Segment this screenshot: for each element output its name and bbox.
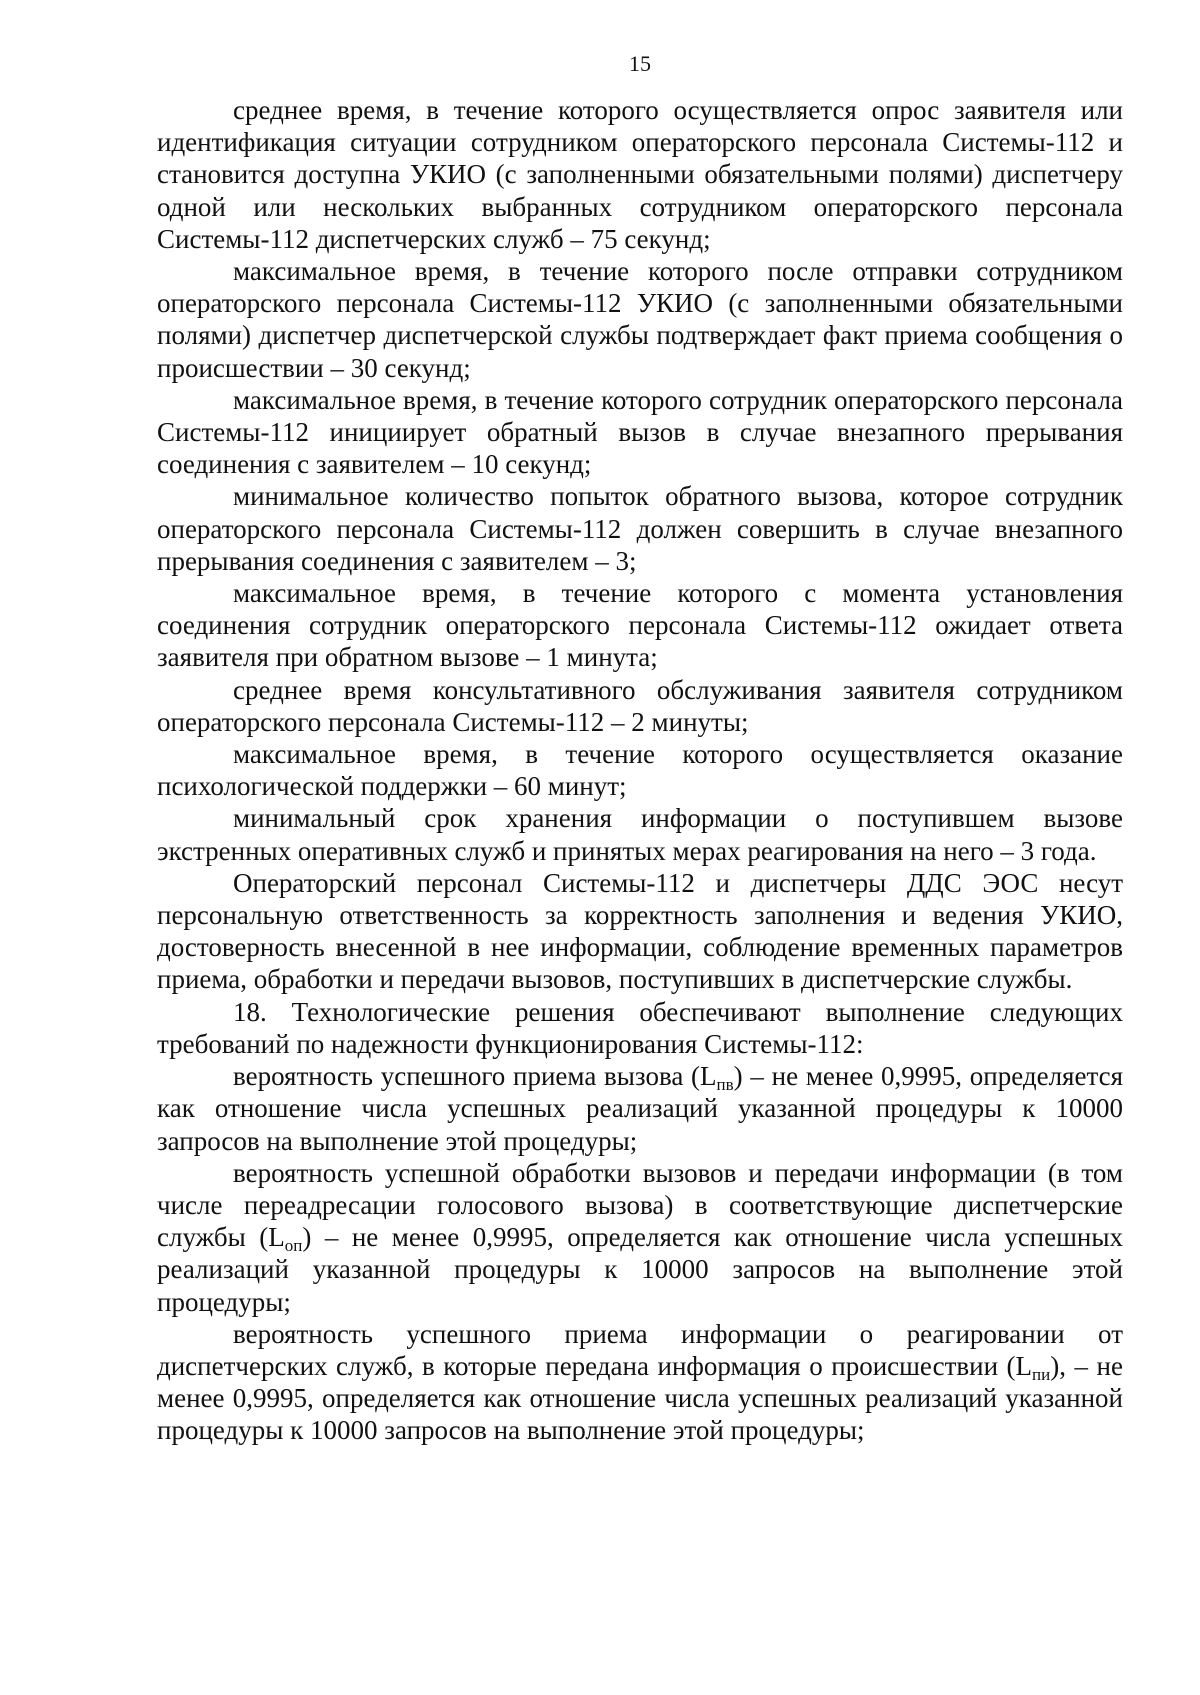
probability-subscript: пи: [1032, 1364, 1051, 1384]
paragraph-average-consultation-time: среднее время консультативного обслуживания заявителя сотрудником операторского персонала Системы-112 – 2 минуты;: [157, 674, 1123, 737]
paragraph-average-survey-time: среднее время, в течение которого осуществляется опрос заявителя или идентификация ситуации сотрудником операторского персонала Системы-112 и становится доступна УКИО (с заполненными обязательными полями) диспетчеру одной или нескольких выбранных сотрудником операторского персонала Системы-112 диспетчерских служб – 75 секунд;: [157, 95, 1123, 254]
paragraph-max-confirmation-time: максимальное время, в течение которого после отправки сотрудником операторского персонала Системы-112 УКИО (с заполненными обязательными полями) диспетчер диспетчерской службы подтверждает факт приема сообщения о происшествии – 30 секунд;: [157, 256, 1123, 383]
paragraph-max-callback-initiation-time: максимальное время, в течение которого сотрудник операторского персонала Системы-112 инициирует обратный вызов в случае внезапного прерывания соединения с заявителем – 10 секунд;: [157, 384, 1123, 480]
probability-text-end: ) – не менее 0,9995, определяется как отношение числа успешных реализаций указанной процедуры к 10000 запросов на выполнение этой процедуры;: [157, 1061, 1123, 1156]
paragraph-min-callback-attempts: минимальное количество попыток обратного вызова, которое сотрудник операторского персонала Системы-112 должен совершить в случае внезапного прерывания соединения с заявителем – 3;: [157, 481, 1123, 576]
paragraph-max-psychological-support-time: максимальное время, в течение которого осуществляется оказание психологической поддержки – 60 минут;: [157, 739, 1123, 802]
paragraph-personal-responsibility: Операторский персонал Системы-112 и диспетчеры ДДС ЭОС несут персональную ответственность за корректность заполнения и ведения УКИО, достоверность внесенной в нее информации, соблюдение временных параметров приема, обработки и передачи вызовов, поступивших в диспетчерские службы.: [157, 867, 1123, 995]
probability-text-end: ), – не менее 0,9995, определяется как отношение числа успешных реализаций указанной процедуры к 10000 запросов на выполнение этой процедуры;: [157, 1350, 1123, 1446]
paragraph-max-callback-wait-time: максимальное время, в течение которого с момента установления соединения сотрудник операторского персонала Системы-112 ожидает ответа заявителя при обратном вызове – 1 минута;: [157, 578, 1123, 673]
probability-text-start: вероятность успешной обработки вызовов и передачи информации (в том числе переадресации голосового вызова) в соответствующие диспетчерские службы (L: [157, 1157, 1123, 1253]
paragraph-section-18-heading: 18. Технологические решения обеспечивают выполнение следующих требований по надежности функционирования Системы-112:: [157, 996, 1123, 1059]
probability-subscript: оп: [284, 1236, 303, 1256]
document-page: [157, 0, 1123, 1695]
probability-text-start: вероятность успешного приема информации о реагировании от диспетчерских служб, в которые передана информация о происшествии (L: [157, 1318, 1123, 1381]
probability-text-end: ) – не менее 0,9995, определяется как отношение числа успешных реализаций указанной процедуры к 10000 запросов на выполнение этой процедуры;: [157, 1222, 1123, 1317]
paragraph-call-reception-probability: [157, 1060, 1123, 1157]
paragraph-call-processing-probability: [157, 1157, 1123, 1318]
page-number: 15: [629, 51, 651, 76]
probability-text-start: вероятность успешного приема вызова (L: [233, 1061, 717, 1092]
paragraph-response-info-probability: [157, 1318, 1123, 1447]
document-body: [157, 94, 1123, 1447]
probability-subscript: пв: [716, 1075, 734, 1095]
paragraph-min-storage-period: минимальный срок хранения информации о поступившем вызове экстренных оперативных служб и принятых мерах реагирования на него – 3 года.: [157, 803, 1123, 866]
